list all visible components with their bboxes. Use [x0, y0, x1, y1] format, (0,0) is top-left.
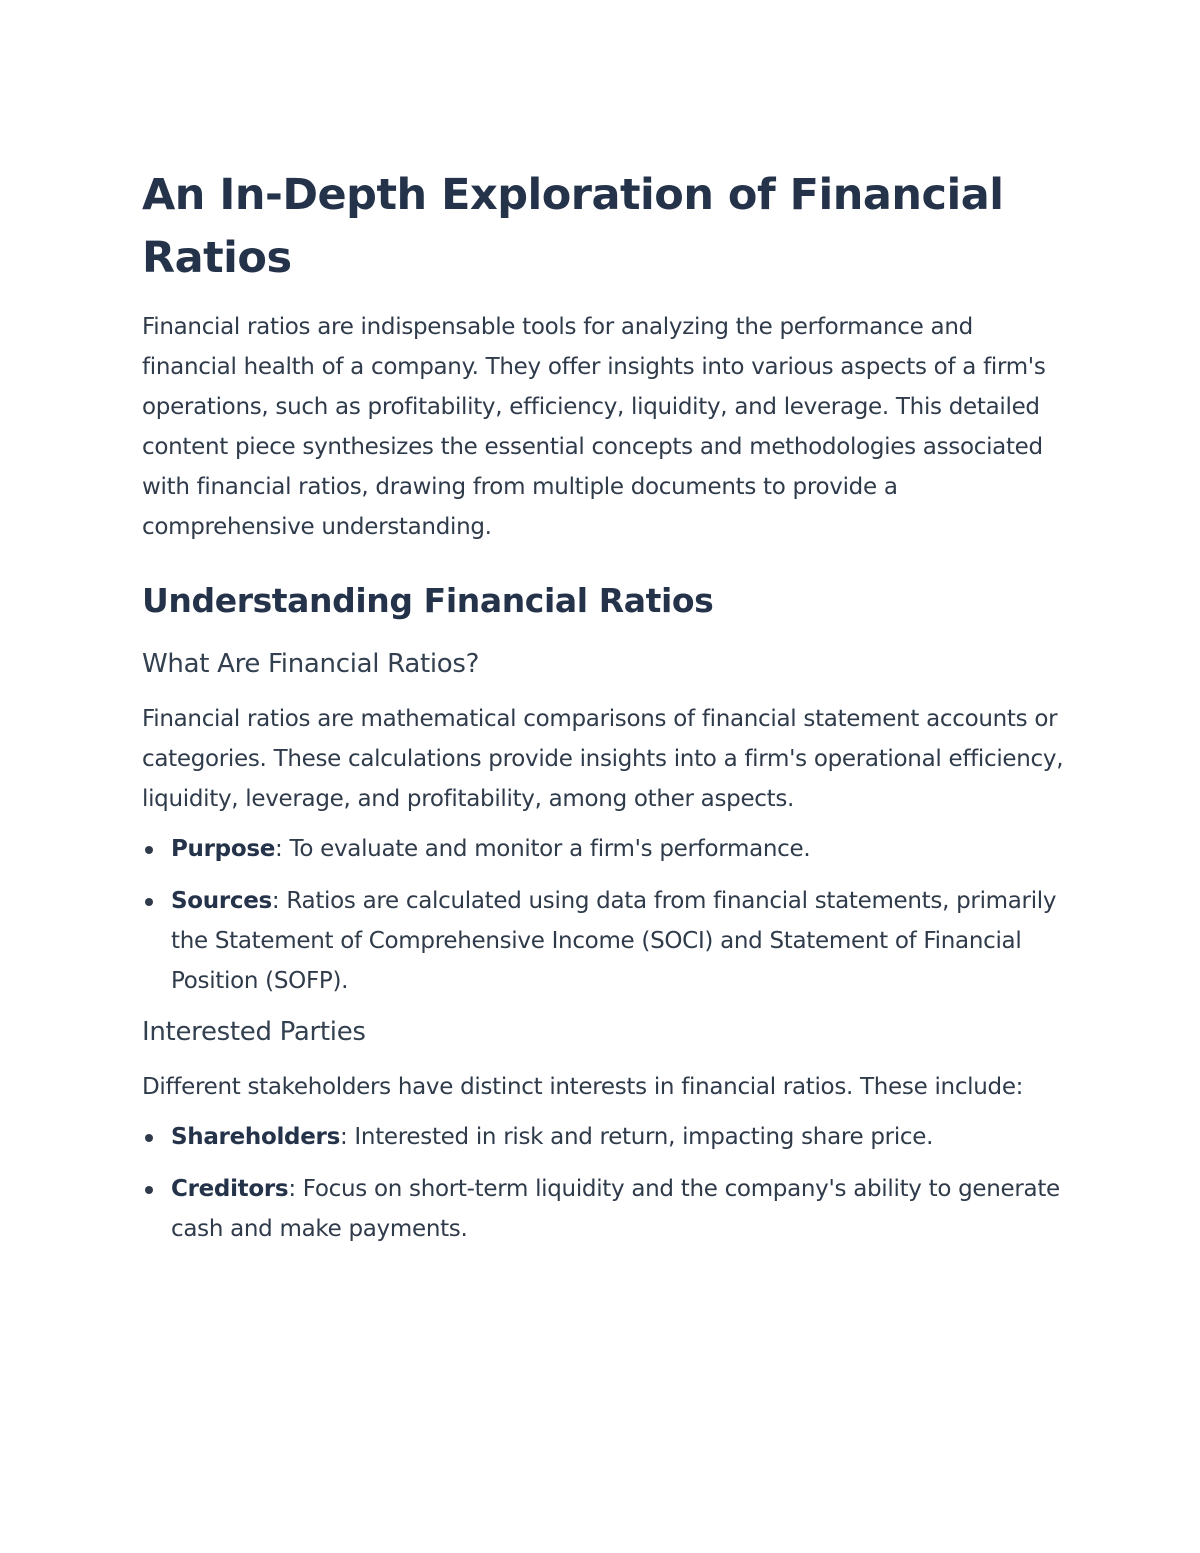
bullet-text: : To evaluate and monitor a firm's performance. [275, 836, 811, 862]
bullet-text: : Ratios are calculated using data from financial statements, primarily the Statement of Comprehensive Income (SOCI) and Statement of Financial Position (SOFP). [171, 888, 1057, 994]
bullet-item-purpose [142, 829, 1067, 869]
parties-bullet-list [142, 1117, 1067, 1249]
bullet-text: : Interested in risk and return, impacting share price. [339, 1124, 934, 1150]
what-are-ratios-paragraph: Financial ratios are mathematical comparisons of financial statement accounts or categories. These calculations provide insights into a firm's operational efficiency, liquidity, leverage, and profitability, among other aspects. [142, 706, 1064, 812]
bullet-dot-icon [145, 1186, 153, 1194]
bullet-dot-icon [145, 846, 153, 854]
document-page [142, 164, 1067, 1261]
bullet-term: Sources [171, 888, 272, 914]
bullet-text: : Focus on short-term liquidity and the company's ability to generate cash and make payments. [171, 1176, 1060, 1242]
section-heading-understanding: Understanding Financial Ratios [142, 581, 714, 620]
bullet-item-sources [142, 881, 1067, 1001]
bullet-dot-icon [145, 898, 153, 906]
bullet-term: Shareholders [171, 1124, 340, 1150]
bullet-term: Creditors [171, 1176, 289, 1202]
bullet-term: Purpose [171, 836, 276, 862]
bullet-item-creditors [142, 1169, 1067, 1249]
intro-paragraph: Financial ratios are indispensable tools for analyzing the performance and financial health of a company. They offer insights into various aspects of a firm's operations, such as profitability, efficiency, liquidity, and leverage. This detailed content piece synthesizes the essential concepts and methodologies associated with financial ratios, drawing from multiple documents to provide a comprehensive understanding. [142, 314, 1046, 540]
interested-parties-paragraph: Different stakeholders have distinct interests in financial ratios. These include: [142, 1074, 1024, 1100]
subheading-what-are-ratios: What Are Financial Ratios? [142, 649, 480, 679]
document-title: An In-Depth Exploration of Financial Ratios [142, 170, 1004, 283]
what-bullet-list [142, 829, 1067, 1001]
subheading-interested-parties: Interested Parties [142, 1017, 366, 1047]
bullet-dot-icon [145, 1134, 153, 1142]
bullet-item-shareholders [142, 1117, 1067, 1157]
